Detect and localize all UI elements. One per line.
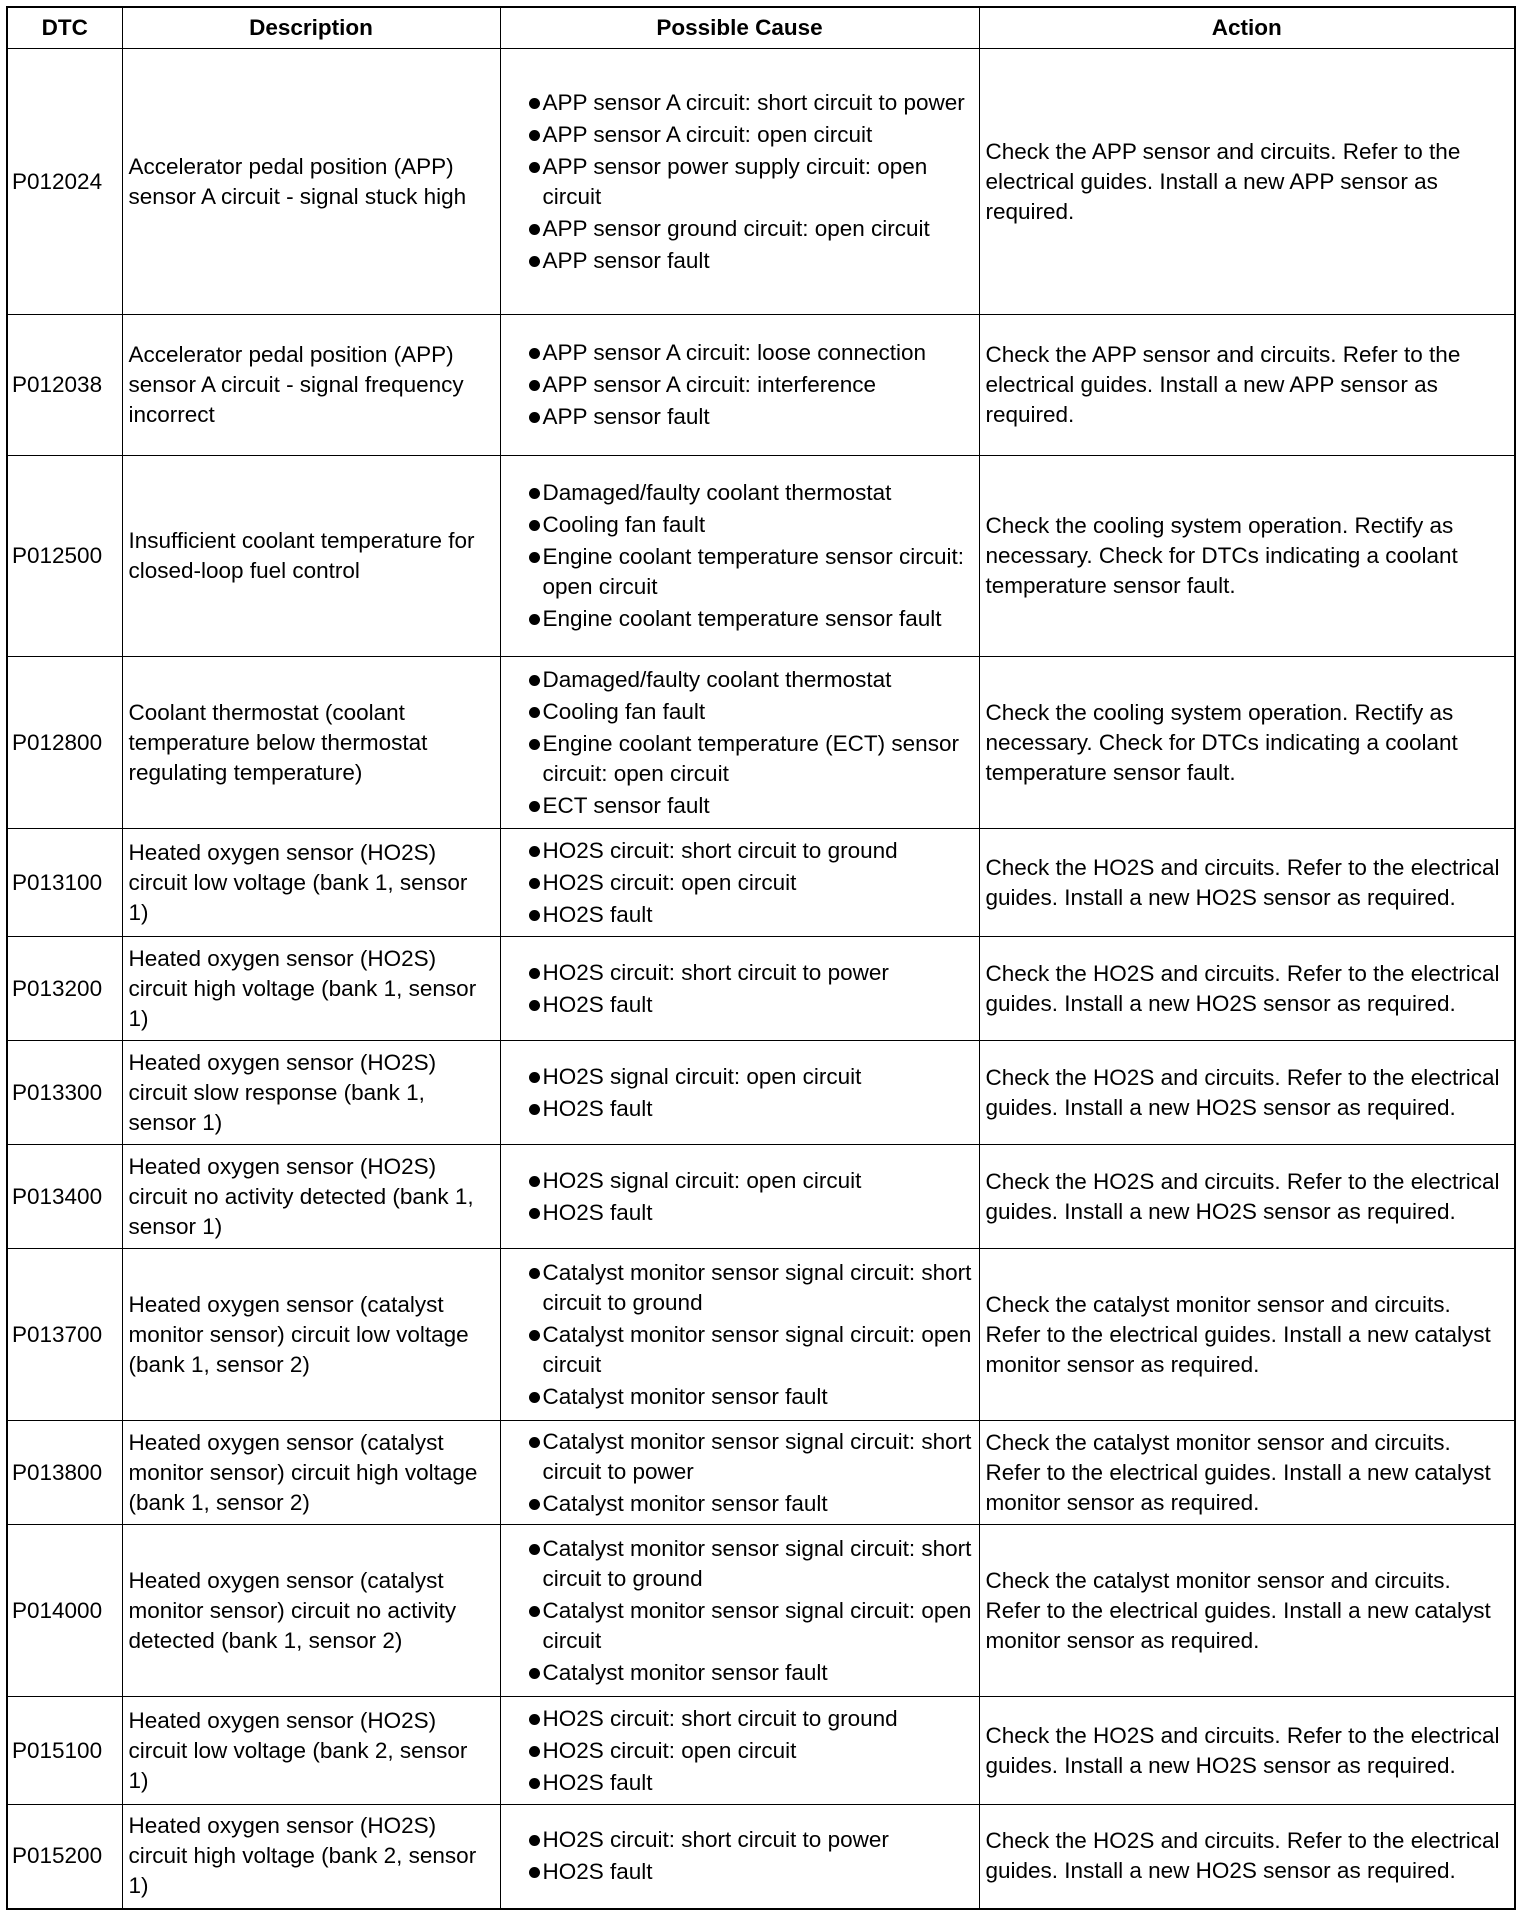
possible-cause-cell xyxy=(500,1697,979,1805)
dtc-table xyxy=(6,6,1516,1910)
cause-item: Engine coolant temperature sensor fault xyxy=(509,604,973,634)
dtc-description: Coolant thermostat (coolant temperature below thermostat regulating temperature) xyxy=(122,657,500,829)
cause-list xyxy=(507,1704,973,1798)
possible-cause-cell xyxy=(500,1041,979,1145)
dtc-description: Accelerator pedal position (APP) sensor A circuit - signal frequency incorrect xyxy=(122,315,500,456)
cause-item: HO2S circuit: short circuit to power xyxy=(509,958,973,988)
action-text: Check the catalyst monitor sensor and circuits. Refer to the electrical guides. Install a new catalyst monitor sensor as required. xyxy=(979,1249,1515,1421)
cause-list xyxy=(507,1258,973,1412)
cause-item: HO2S fault xyxy=(509,1768,973,1798)
cause-item: Cooling fan fault xyxy=(509,697,973,727)
table-row xyxy=(7,829,1515,937)
cause-item: Catalyst monitor sensor signal circuit: short circuit to power xyxy=(509,1427,973,1487)
action-text: Check the cooling system operation. Rectify as necessary. Check for DTCs indicating a coolant temperature sensor fault. xyxy=(979,657,1515,829)
dtc-description: Heated oxygen sensor (catalyst monitor sensor) circuit no activity detected (bank 1, sensor 2) xyxy=(122,1525,500,1697)
table-row xyxy=(7,1041,1515,1145)
cause-list xyxy=(507,1534,973,1688)
table-body xyxy=(7,49,1515,1909)
table-row xyxy=(7,315,1515,456)
dtc-description: Heated oxygen sensor (HO2S) circuit no activity detected (bank 1, sensor 1) xyxy=(122,1145,500,1249)
possible-cause-cell xyxy=(500,49,979,315)
cause-item: Cooling fan fault xyxy=(509,510,973,540)
cause-item: HO2S circuit: open circuit xyxy=(509,868,973,898)
cause-item: Catalyst monitor sensor signal circuit: short circuit to ground xyxy=(509,1258,973,1318)
action-text: Check the catalyst monitor sensor and circuits. Refer to the electrical guides. Install a new catalyst monitor sensor as required. xyxy=(979,1525,1515,1697)
cause-item: APP sensor A circuit: loose connection xyxy=(509,338,973,368)
dtc-description: Heated oxygen sensor (HO2S) circuit high voltage (bank 1, sensor 1) xyxy=(122,937,500,1041)
table-row xyxy=(7,1249,1515,1421)
dtc-code: P013100 xyxy=(7,829,122,937)
dtc-description: Heated oxygen sensor (catalyst monitor sensor) circuit low voltage (bank 1, sensor 2) xyxy=(122,1249,500,1421)
dtc-code: P012038 xyxy=(7,315,122,456)
dtc-code: P015100 xyxy=(7,1697,122,1805)
cause-item: HO2S circuit: short circuit to power xyxy=(509,1825,973,1855)
cause-item: HO2S fault xyxy=(509,1857,973,1887)
action-text: Check the HO2S and circuits. Refer to the electrical guides. Install a new HO2S sensor as required. xyxy=(979,1805,1515,1909)
cause-item: Catalyst monitor sensor fault xyxy=(509,1382,973,1412)
action-text: Check the HO2S and circuits. Refer to the electrical guides. Install a new HO2S sensor as required. xyxy=(979,937,1515,1041)
header-dtc: DTC xyxy=(7,7,122,49)
cause-item: Engine coolant temperature sensor circuit: open circuit xyxy=(509,542,973,602)
cause-list xyxy=(507,836,973,930)
dtc-code: P015200 xyxy=(7,1805,122,1909)
header-possible-cause: Possible Cause xyxy=(500,7,979,49)
header-row xyxy=(7,7,1515,49)
table-row xyxy=(7,49,1515,315)
dtc-code: P013200 xyxy=(7,937,122,1041)
dtc-code: P013300 xyxy=(7,1041,122,1145)
cause-item: HO2S circuit: short circuit to ground xyxy=(509,836,973,866)
table-row xyxy=(7,456,1515,657)
cause-item: ECT sensor fault xyxy=(509,791,973,821)
cause-list xyxy=(507,1427,973,1519)
cause-item: Damaged/faulty coolant thermostat xyxy=(509,478,973,508)
cause-item: Catalyst monitor sensor fault xyxy=(509,1658,973,1688)
possible-cause-cell xyxy=(500,1145,979,1249)
table-row xyxy=(7,1421,1515,1525)
possible-cause-cell xyxy=(500,937,979,1041)
action-text: Check the APP sensor and circuits. Refer to the electrical guides. Install a new APP sensor as required. xyxy=(979,49,1515,315)
cause-list xyxy=(507,1166,973,1228)
action-text: Check the APP sensor and circuits. Refer to the electrical guides. Install a new APP sensor as required. xyxy=(979,315,1515,456)
cause-list xyxy=(507,958,973,1020)
cause-item: Damaged/faulty coolant thermostat xyxy=(509,665,973,695)
action-text: Check the cooling system operation. Rectify as necessary. Check for DTCs indicating a coolant temperature sensor fault. xyxy=(979,456,1515,657)
dtc-code: P013700 xyxy=(7,1249,122,1421)
table-row xyxy=(7,1697,1515,1805)
dtc-code: P014000 xyxy=(7,1525,122,1697)
cause-item: HO2S fault xyxy=(509,990,973,1020)
possible-cause-cell xyxy=(500,1805,979,1909)
cause-list xyxy=(507,1825,973,1887)
cause-item: APP sensor fault xyxy=(509,402,973,432)
cause-item: APP sensor ground circuit: open circuit xyxy=(509,214,973,244)
possible-cause-cell xyxy=(500,315,979,456)
possible-cause-cell xyxy=(500,1525,979,1697)
cause-list xyxy=(507,338,973,432)
cause-item: Catalyst monitor sensor fault xyxy=(509,1489,973,1519)
possible-cause-cell xyxy=(500,829,979,937)
cause-list xyxy=(507,1062,973,1124)
cause-item: HO2S fault xyxy=(509,900,973,930)
action-text: Check the HO2S and circuits. Refer to the electrical guides. Install a new HO2S sensor as required. xyxy=(979,1145,1515,1249)
cause-item: Catalyst monitor sensor signal circuit: short circuit to ground xyxy=(509,1534,973,1594)
cause-list xyxy=(507,478,973,634)
dtc-description: Insufficient coolant temperature for closed-loop fuel control xyxy=(122,456,500,657)
cause-item: HO2S fault xyxy=(509,1198,973,1228)
cause-item: Engine coolant temperature (ECT) sensor circuit: open circuit xyxy=(509,729,973,789)
action-text: Check the HO2S and circuits. Refer to the electrical guides. Install a new HO2S sensor as required. xyxy=(979,1697,1515,1805)
header-description: Description xyxy=(122,7,500,49)
dtc-description: Heated oxygen sensor (HO2S) circuit low voltage (bank 1, sensor 1) xyxy=(122,829,500,937)
possible-cause-cell xyxy=(500,1421,979,1525)
possible-cause-cell xyxy=(500,456,979,657)
cause-list xyxy=(507,665,973,821)
dtc-code: P012500 xyxy=(7,456,122,657)
table-row xyxy=(7,1805,1515,1909)
cause-item: APP sensor A circuit: interference xyxy=(509,370,973,400)
cause-item: APP sensor A circuit: open circuit xyxy=(509,120,973,150)
possible-cause-cell xyxy=(500,1249,979,1421)
dtc-code: P013400 xyxy=(7,1145,122,1249)
dtc-code: P012800 xyxy=(7,657,122,829)
cause-item: APP sensor A circuit: short circuit to power xyxy=(509,88,973,118)
cause-item: HO2S circuit: short circuit to ground xyxy=(509,1704,973,1734)
table-row xyxy=(7,937,1515,1041)
dtc-description: Heated oxygen sensor (HO2S) circuit low voltage (bank 2, sensor 1) xyxy=(122,1697,500,1805)
cause-list xyxy=(507,88,973,276)
cause-item: HO2S circuit: open circuit xyxy=(509,1736,973,1766)
dtc-description: Heated oxygen sensor (HO2S) circuit high voltage (bank 2, sensor 1) xyxy=(122,1805,500,1909)
dtc-description: Heated oxygen sensor (catalyst monitor sensor) circuit high voltage (bank 1, sensor 2) xyxy=(122,1421,500,1525)
table-row xyxy=(7,657,1515,829)
action-text: Check the catalyst monitor sensor and circuits. Refer to the electrical guides. Install a new catalyst monitor sensor as required. xyxy=(979,1421,1515,1525)
dtc-code: P012024 xyxy=(7,49,122,315)
cause-item: HO2S fault xyxy=(509,1094,973,1124)
cause-item: HO2S signal circuit: open circuit xyxy=(509,1062,973,1092)
cause-item: HO2S signal circuit: open circuit xyxy=(509,1166,973,1196)
header-action: Action xyxy=(979,7,1515,49)
cause-item: Catalyst monitor sensor signal circuit: open circuit xyxy=(509,1596,973,1656)
dtc-description: Heated oxygen sensor (HO2S) circuit slow response (bank 1, sensor 1) xyxy=(122,1041,500,1145)
cause-item: APP sensor fault xyxy=(509,246,973,276)
cause-item: Catalyst monitor sensor signal circuit: open circuit xyxy=(509,1320,973,1380)
dtc-code: P013800 xyxy=(7,1421,122,1525)
cause-item: APP sensor power supply circuit: open circuit xyxy=(509,152,973,212)
table-row xyxy=(7,1145,1515,1249)
action-text: Check the HO2S and circuits. Refer to the electrical guides. Install a new HO2S sensor as required. xyxy=(979,1041,1515,1145)
table-row xyxy=(7,1525,1515,1697)
dtc-description: Accelerator pedal position (APP) sensor A circuit - signal stuck high xyxy=(122,49,500,315)
action-text: Check the HO2S and circuits. Refer to the electrical guides. Install a new HO2S sensor as required. xyxy=(979,829,1515,937)
possible-cause-cell xyxy=(500,657,979,829)
